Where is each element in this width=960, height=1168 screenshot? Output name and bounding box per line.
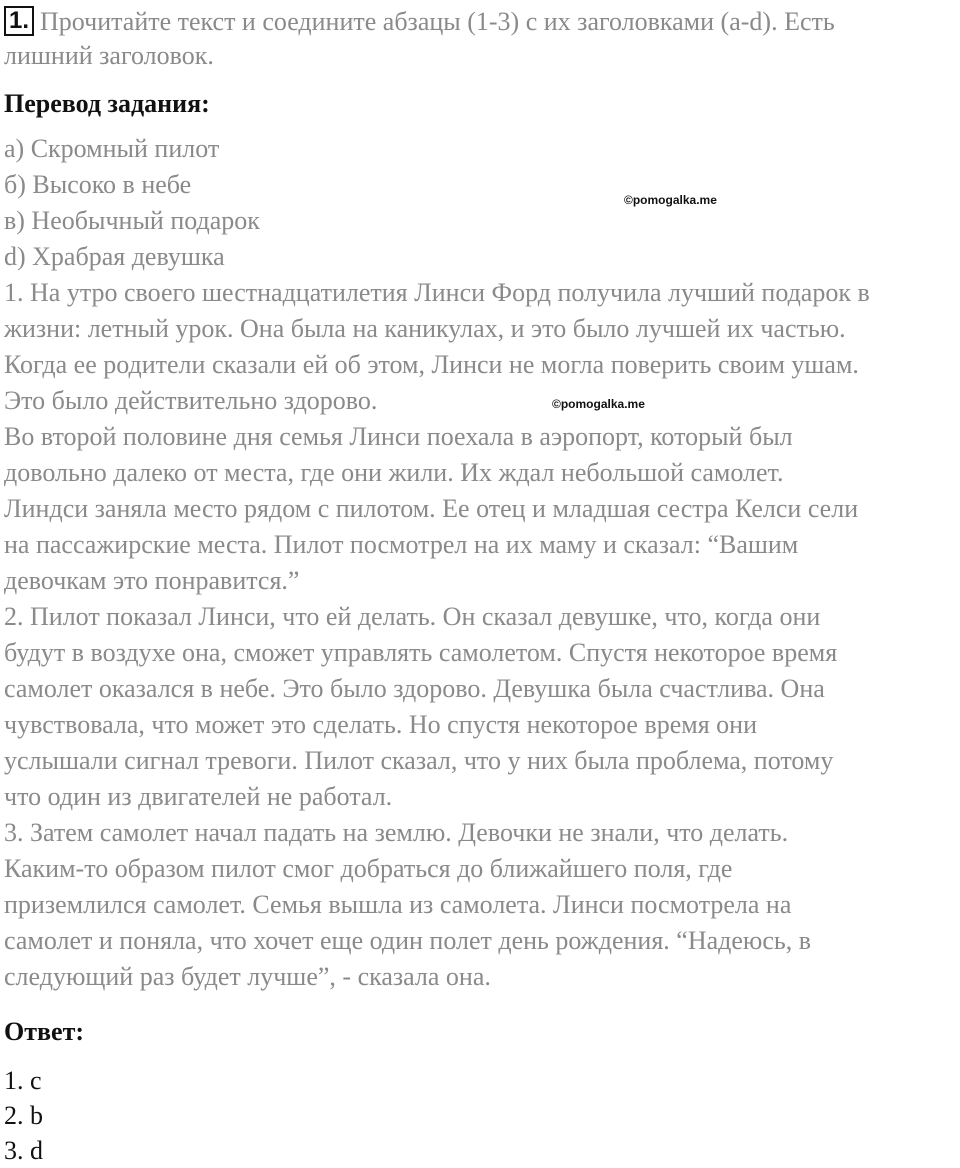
text-line: самолет оказался в небе. Это было здорово. Девушка была счастлива. Она bbox=[4, 674, 825, 703]
document-page bbox=[4, 0, 956, 1168]
text-line: 3. Затем самолет начал падать на землю. Девочки не знали, что делать. bbox=[4, 818, 789, 847]
translated-text bbox=[4, 275, 956, 995]
translation-heading: Перевод задания: bbox=[4, 89, 210, 118]
option-item: а) Скромный пилот bbox=[4, 134, 220, 163]
task-number-badge: 1. bbox=[4, 6, 34, 36]
text-line: следующий раз будет лучше”, - сказала она. bbox=[4, 962, 491, 991]
text-line: будут в воздухе она, сможет управлять самолетом. Спустя некоторое время bbox=[4, 638, 838, 667]
option-item: d) Храбрая девушка bbox=[4, 242, 225, 271]
headings-options-list bbox=[4, 131, 956, 275]
task-text-line-2: лишний заголовок. bbox=[4, 41, 214, 70]
option-item: б) Высоко в небе bbox=[4, 170, 192, 199]
text-line: 2. Пилот показал Линси, что ей делать. Он сказал девушке, что, когда они bbox=[4, 602, 821, 631]
text-line: услышали сигнал тревоги. Пилот сказал, что у них была проблема, потому bbox=[4, 746, 834, 775]
text-line: довольно далеко от места, где они жили. Их ждал небольшой самолет. bbox=[4, 458, 784, 487]
watermark: ©pomogalka.me bbox=[552, 397, 645, 411]
text-line: Каким-то образом пилот смог добраться до ближайшего поля, где bbox=[4, 854, 733, 883]
text-line: жизни: летный урок. Она была на каникулах, и это было лучшей их частью. bbox=[4, 314, 846, 343]
text-line: приземлился самолет. Семья вышла из самолета. Линси посмотрела на bbox=[4, 890, 792, 919]
text-line: на пассажирские места. Пилот посмотрел на их маму и сказал: “Вашим bbox=[4, 530, 799, 559]
text-line: Во второй половине дня семья Линси поехала в аэропорт, который был bbox=[4, 422, 793, 451]
task-instruction bbox=[4, 5, 956, 73]
text-line: чувствовала, что может это сделать. Но спустя некоторое время они bbox=[4, 710, 757, 739]
text-line: самолет и поняла, что хочет еще один полет день рождения. “Надеюсь, в bbox=[4, 926, 812, 955]
answer-item: 1. c bbox=[4, 1066, 42, 1095]
option-item: в) Необычный подарок bbox=[4, 206, 260, 235]
task-text-line-1: Прочитайте текст и соедините абзацы (1-3) с их заголовками (a-d). Есть bbox=[40, 7, 835, 36]
answer-item: 3. d bbox=[4, 1136, 43, 1165]
text-line: Когда ее родители сказали ей об этом, Линси не могла поверить своим ушам. bbox=[4, 350, 859, 379]
text-line: Это было действительно здорово. bbox=[4, 386, 378, 415]
answers-list bbox=[4, 1063, 956, 1168]
text-line: девочкам это понравится.” bbox=[4, 566, 300, 595]
text-line: что один из двигателей не работал. bbox=[4, 782, 393, 811]
answer-item: 2. b bbox=[4, 1101, 43, 1130]
text-line: Линдси заняла место рядом с пилотом. Ее отец и младшая сестра Келси сели bbox=[4, 494, 859, 523]
watermark: ©pomogalka.me bbox=[624, 193, 717, 207]
text-line: 1. На утро своего шестнадцатилетия Линси Форд получила лучший подарок в bbox=[4, 278, 870, 307]
answer-heading: Ответ: bbox=[4, 1017, 85, 1046]
